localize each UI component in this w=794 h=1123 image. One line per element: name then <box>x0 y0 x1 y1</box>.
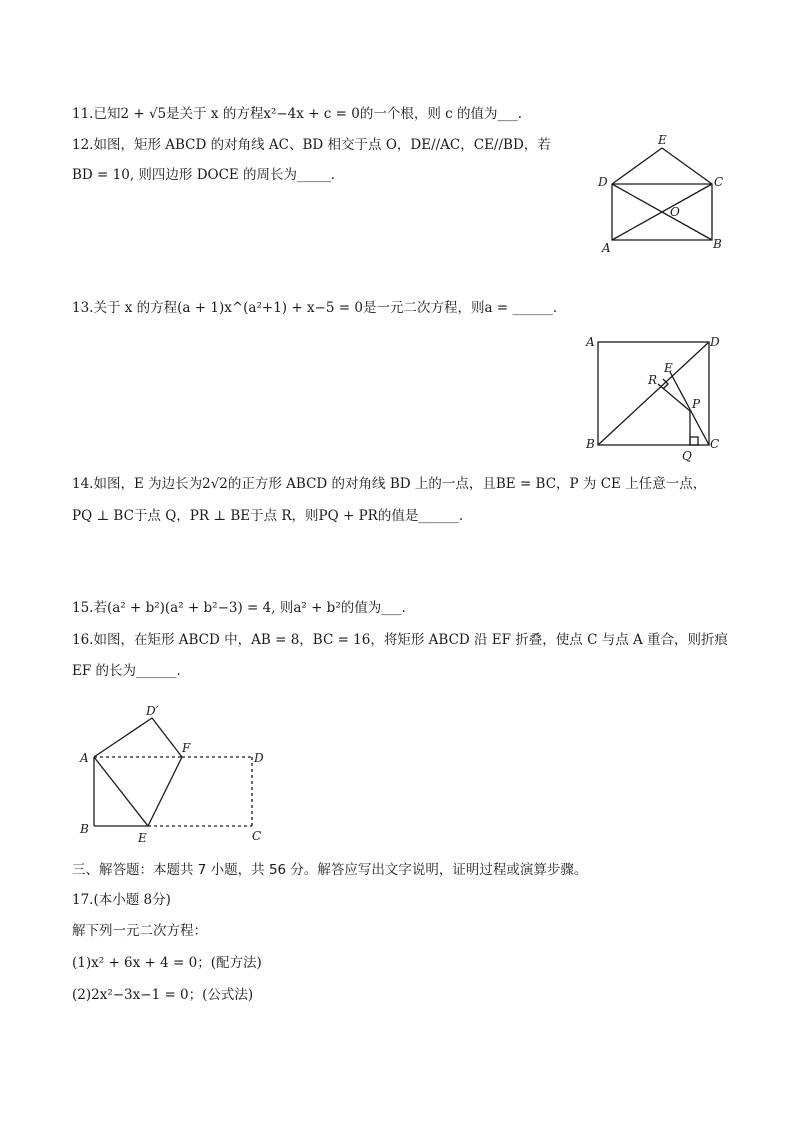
fig16-fold-line-ef <box>148 757 182 826</box>
fig14-label-d: D <box>710 335 720 349</box>
fig12-label-d: D <box>598 175 608 189</box>
fig12-label-a: A <box>602 241 611 255</box>
section-3-heading: 三、解答题：本题共 7 小题，共 56 分。解答应写出文字说明，证明过程或演算步骤。 <box>72 862 588 878</box>
question-14-line-2: PQ ⊥ BC于点 Q，PR ⊥ BE于点 R，则PQ + PR的值是______. <box>72 508 464 524</box>
fig12-label-o: O <box>670 205 680 219</box>
figure-16-folded-rectangle <box>76 700 276 846</box>
question-14-line-1: 14.如图，E 为边长为2√2的正方形 ABCD 的对角线 BD 上的一点，且BE = BC，P 为 CE 上任意一点， <box>72 476 707 492</box>
question-17-title: 17.(本小题 8分) <box>72 892 171 908</box>
fig14-label-b: B <box>586 437 595 451</box>
fig14-label-a: A <box>586 335 595 349</box>
figure-14-square <box>584 332 724 464</box>
fig16-folded-part <box>94 718 182 757</box>
fig12-label-c: C <box>714 175 724 189</box>
fig14-label-p: P <box>692 397 701 411</box>
fig14-diagonal-bd <box>598 342 709 445</box>
fig14-label-e: E <box>664 361 673 375</box>
question-15: 15.若(a² + b²)(a² + b²−3) = 4, 则a² + b²的值为___. <box>72 600 406 616</box>
question-17-intro: 解下列一元二次方程： <box>72 923 207 939</box>
fig14-right-angle-q <box>690 437 698 445</box>
fig16-label-c: C <box>252 829 262 843</box>
fig12-label-b: B <box>713 237 722 251</box>
fig16-label-e: E <box>138 831 147 845</box>
question-11: 11.已知2 + √5是关于 x 的方程x²−4x + c = 0的一个根，则 c 的值为___. <box>72 106 523 122</box>
fig16-label-f: F <box>182 741 191 755</box>
question-17-part-2: (2)2x²−3x−1 = 0；(公式法) <box>72 987 254 1003</box>
question-13: 13.关于 x 的方程(a + 1)x^(a²+1) + x−5 = 0是一元二次方程，则a = ______. <box>72 300 558 316</box>
fig12-segment-de <box>612 148 662 184</box>
fig16-label-d-prime: D′ <box>146 704 159 718</box>
figure-12-rectangle <box>590 128 730 258</box>
question-12-line-2: BD = 10, 则四边形 DOCE 的周长为_____. <box>72 167 336 183</box>
fig14-segment-pr <box>658 384 690 411</box>
fig16-label-d: D <box>254 751 264 765</box>
fig16-segment-ae <box>94 757 148 826</box>
fig12-label-e: E <box>658 133 667 147</box>
fig14-label-c: C <box>710 437 720 451</box>
fig12-segment-ce <box>662 148 712 184</box>
fig16-label-b: B <box>80 822 89 836</box>
question-12-line-1: 12.如图，矩形 ABCD 的对角线 AC、BD 相交于点 O，DE//AC，CE//BD，若 <box>72 137 551 153</box>
fig14-label-q: Q <box>682 449 692 463</box>
question-17-part-1: (1)x² + 6x + 4 = 0；(配方法) <box>72 955 262 971</box>
fig16-label-a: A <box>80 751 89 765</box>
question-16-line-1: 16.如图，在矩形 ABCD 中，AB = 8，BC = 16，将矩形 ABCD 沿 EF 折叠，使点 C 与点 A 重合，则折痕 <box>72 632 729 648</box>
fig14-label-r: R <box>648 373 658 387</box>
question-16-line-2: EF 的长为______. <box>72 663 181 679</box>
